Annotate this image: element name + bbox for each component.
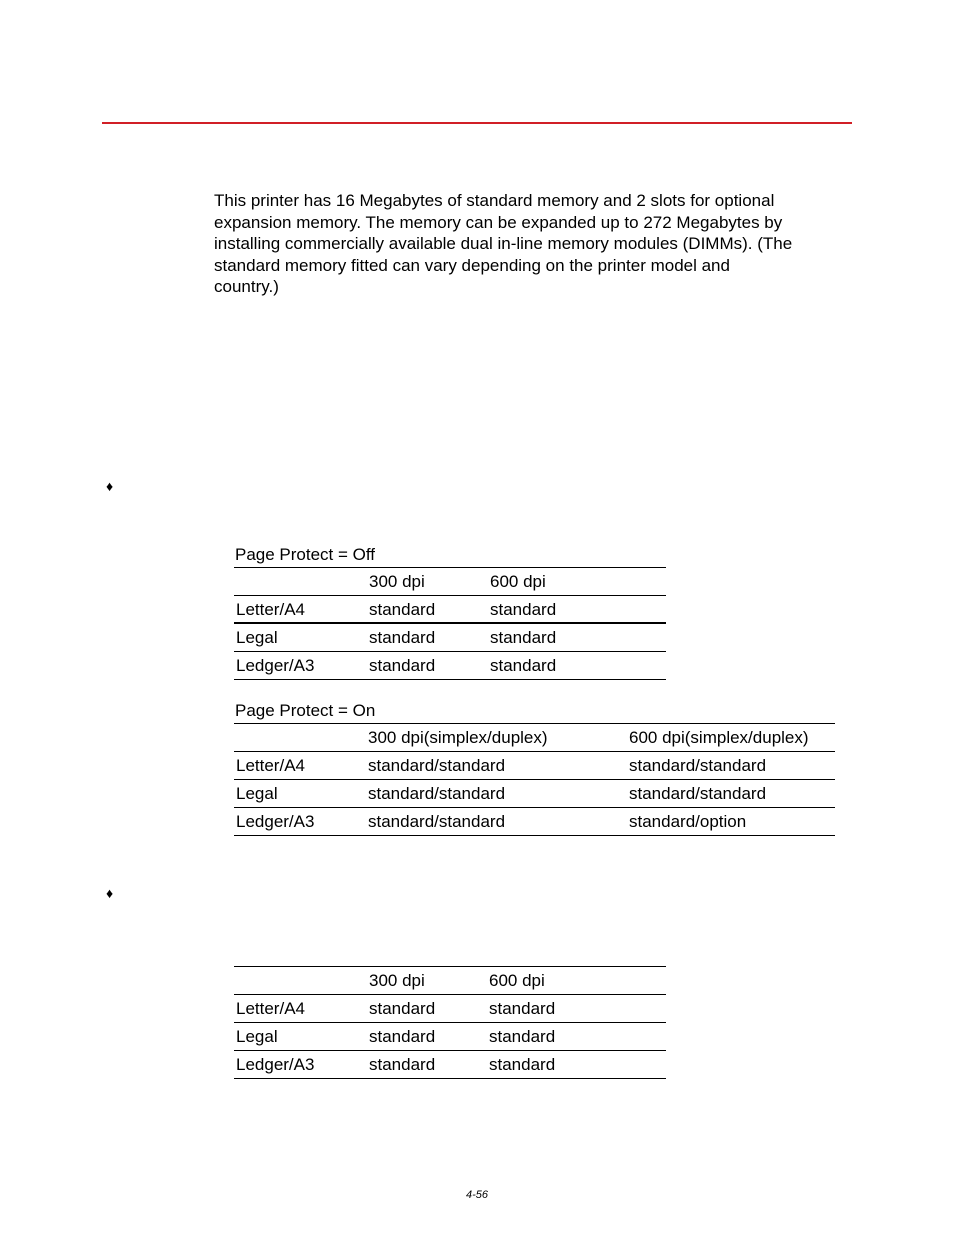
table-cell: standard <box>490 628 557 647</box>
page-number: 4-56 <box>465 1189 489 1201</box>
table-row <box>234 995 666 1023</box>
table-cell: standard <box>369 600 436 619</box>
table-off-caption: Page Protect = Off <box>235 545 376 564</box>
table-cell: standard <box>489 999 556 1018</box>
table-header-row <box>234 568 666 596</box>
row-label: Letter/A4 <box>236 999 305 1018</box>
table-cell: standard/standard <box>629 756 767 775</box>
diamond-bullet-icon: ♦ <box>106 885 114 901</box>
table-row <box>234 596 666 624</box>
table-cell: standard <box>489 1055 556 1074</box>
intro-line: installing commercially available dual in-line memory modules (DIMMs). (The <box>214 234 793 254</box>
table-cell: standard/standard <box>368 812 506 831</box>
table-cell: standard <box>489 1027 556 1046</box>
intro-line: This printer has 16 Megabytes of standard memory and 2 slots for optional <box>214 191 775 210</box>
header-cell: 600 dpi <box>489 971 545 990</box>
table-cell: standard <box>369 1027 436 1046</box>
table-cell: standard <box>369 628 436 647</box>
header-cell: 600 dpi(simplex/duplex) <box>629 728 809 747</box>
row-label: Legal <box>236 1027 278 1046</box>
table-row <box>234 624 666 652</box>
intro-paragraph <box>214 190 854 298</box>
table-cell: standard <box>490 600 557 619</box>
row-label: Ledger/A3 <box>236 656 315 675</box>
table-third <box>234 966 666 1079</box>
row-label: Letter/A4 <box>236 600 305 619</box>
header-cell: 600 dpi <box>490 572 546 591</box>
header-cell: 300 dpi(simplex/duplex) <box>368 728 548 747</box>
table-header-row <box>234 724 835 752</box>
row-label: Legal <box>236 628 278 647</box>
table-row <box>234 1023 666 1051</box>
row-label: Legal <box>236 784 278 803</box>
intro-line: standard memory fitted can vary depending on the printer model and <box>214 255 730 275</box>
row-label: Letter/A4 <box>236 756 305 775</box>
table-cell: standard/option <box>629 812 747 831</box>
table-cell: standard/standard <box>368 756 506 775</box>
intro-line: country.) <box>214 277 279 297</box>
intro-line: expansion memory. The memory can be expanded up to 272 Megabytes by <box>214 212 783 232</box>
table-cell: standard/standard <box>368 784 506 803</box>
diamond-bullet-icon: ♦ <box>106 478 114 494</box>
header-cell: 300 dpi <box>369 572 425 591</box>
table-header-row <box>234 967 666 995</box>
table-row <box>234 1051 666 1079</box>
table-page-protect-on <box>234 723 835 836</box>
header-cell: 300 dpi <box>369 971 425 990</box>
table-on-caption: Page Protect = On <box>235 701 376 720</box>
table-cell: standard <box>369 656 436 675</box>
table-row <box>234 652 666 680</box>
row-label: Ledger/A3 <box>236 1055 315 1074</box>
table-cell: standard <box>369 999 436 1018</box>
table-cell: standard/standard <box>629 784 767 803</box>
table-row <box>234 780 835 808</box>
table-row <box>234 808 835 836</box>
table-page-protect-off <box>234 567 666 680</box>
table-cell: standard <box>490 656 557 675</box>
table-cell: standard <box>369 1055 436 1074</box>
header-rule <box>102 122 852 124</box>
table-row <box>234 752 835 780</box>
row-label: Ledger/A3 <box>236 812 315 831</box>
